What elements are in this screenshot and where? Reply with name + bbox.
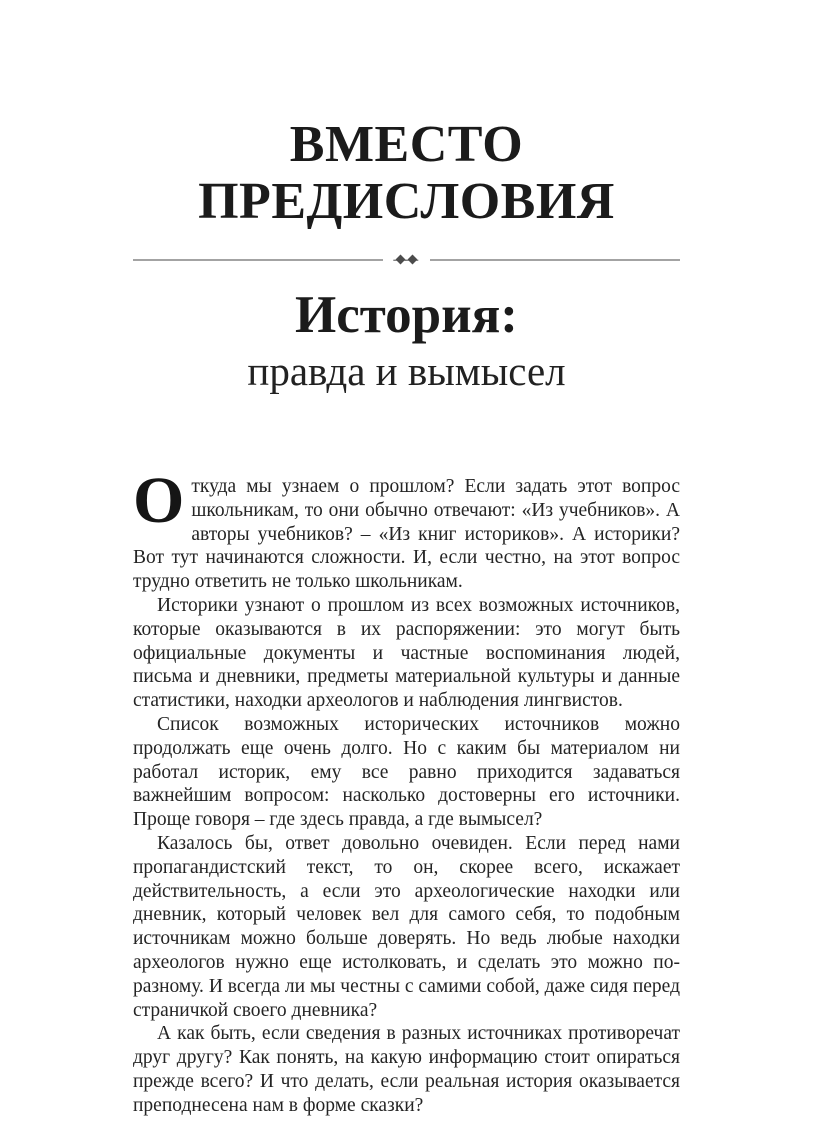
diamond-icon — [408, 255, 418, 265]
body-text — [133, 464, 680, 1118]
page-content — [133, 0, 680, 1118]
chapter-title — [133, 116, 680, 230]
paragraph: Казалось бы, ответ довольно очевиден. Если перед нами пропагандистский текст, то он, скорее всего, искажает действительность, а если это археологические находки или дневник, который человек вел для самого себя, то подобным источникам можно больше доверять. Но ведь любые находки археологов нужно еще истолковать, и сделать это можно по-разному. И всегда ли мы честны с самими собой, даже сидя перед страничкой своего дневника? — [133, 832, 680, 1021]
chapter-title-line-2: ПРЕДИСЛОВИЯ — [198, 173, 615, 230]
diamond-icon — [396, 255, 406, 265]
section-subtitle: правда и вымысел — [247, 348, 566, 394]
section-divider — [133, 256, 680, 263]
paragraph: Откуда мы узнаем о прошлом? Если задать этот вопрос школьникам, то они обычно отвечают: «Из учебников». А авторы учебников? – «Из книг историков». А историки? Вот тут начинаются сложности. И, если честно, на этот вопрос трудно ответить не только школьникам. — [133, 464, 680, 593]
dropcap-letter: О — [133, 464, 185, 537]
double-diamond-ornament-icon — [397, 256, 416, 263]
divider-rule-right — [430, 259, 680, 261]
section-title: История: — [295, 286, 518, 344]
paragraph: Историки узнают о прошлом из всех возможных источников, которые оказываются в их распоряжении: это могут быть официальные документы и частные воспоминания людей, письма и дневники, предметы материальной культуры и данные статистики, находки археологов и наблюдения лингвистов. — [133, 594, 680, 712]
chapter-title-line-1: ВМЕСТО — [289, 116, 524, 173]
paragraph: Список возможных исторических источников можно продолжать еще очень долго. Но с каким бы материалом ни работал историк, ему все равно приходится задаваться важнейшим вопросом: насколько достоверны его источники. Проще говоря – где здесь правда, а где вымысел? — [133, 713, 680, 831]
divider-rule-left — [133, 259, 383, 261]
paragraph: А как быть, если сведения в разных источниках противоречат друг другу? Как понять, на какую информацию стоит опираться прежде всего? И что делать, если реальная история оказывается преподнесена нам в форме сказки? — [133, 1023, 680, 1116]
